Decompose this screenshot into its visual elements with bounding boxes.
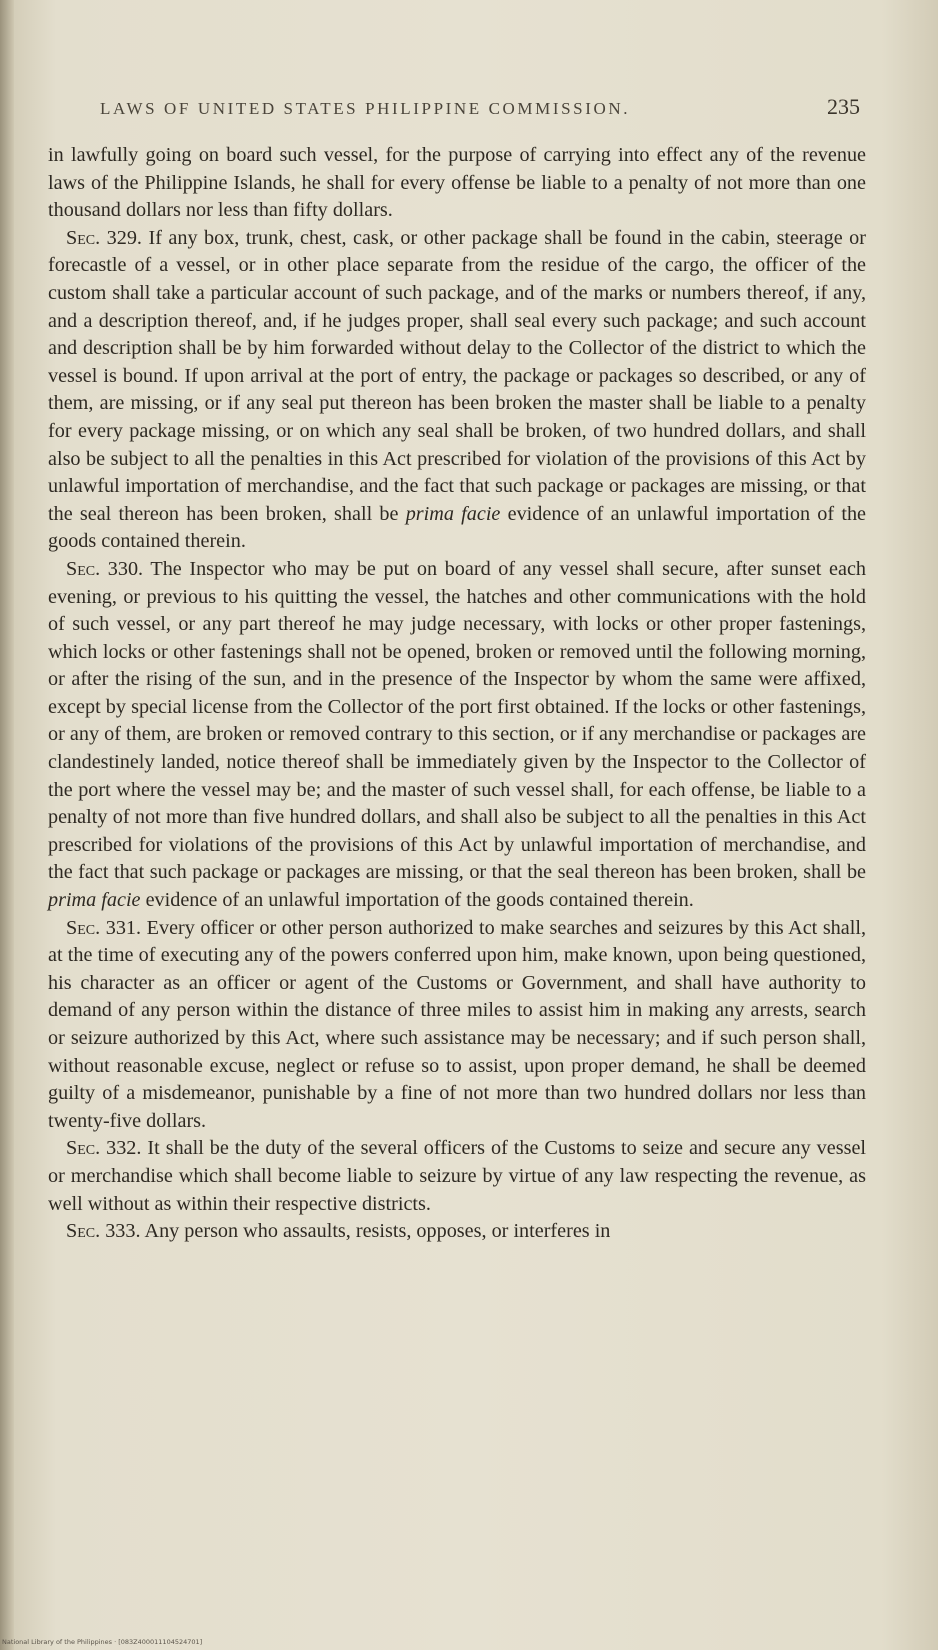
section-number: Sec. 333.: [66, 1220, 141, 1243]
section-331: [48, 915, 866, 1136]
section-number: Sec. 332.: [66, 1137, 142, 1160]
paragraph-text: If any box, trunk, chest, cask, or other package shall be found in the cabin, steerage or forecastle of a vessel, or in other place separate from the residue of the cargo, the officer of the custom shall take a particular account of such package, and of the marks or numbers thereof, if any, and a description thereof, and, if he judges proper, shall seal every such package; and such account and description shall be by him forwarded without delay to the Collector of the district to which the vessel is bound. If upon arrival at the port of entry, the package or packages so described, or any of them, are missing, or if any seal put thereon has been broken the master shall be liable to a penalty for every package missing, or on which any seal shall be broken, of two hundred dollars, and shall also be subject to all the penalties in this Act prescribed for violation of the provisions of this Act by unlawful importation of merchandise, and the fact that such package or packages are missing, or that the seal thereon has been broken, shall be: [48, 226, 866, 525]
section-number: Sec. 331.: [66, 916, 142, 939]
italic-phrase: prima facie: [405, 502, 501, 525]
page-number: 235: [827, 94, 860, 119]
scan-credit: National Library of the Philippines · [083Z400011104524701]: [2, 1638, 203, 1646]
binding-gutter: [0, 0, 14, 1650]
paragraph-text: It shall be the duty of the several officers of the Customs to seize and secure any vessel or merchandise which shall become liable to seizure by virtue of any law respecting the revenue, as well without as within their respective districts.: [48, 1137, 867, 1215]
page-body: [48, 142, 866, 1246]
paragraph-text-after: evidence of an unlawful importation of the goods contained therein.: [145, 889, 694, 912]
page-header: [100, 94, 860, 120]
section-329: [48, 225, 866, 556]
paragraph-text: Any person who assaults, resists, opposes, or interferes in: [144, 1220, 611, 1243]
paragraph-text: Every officer or other person authorized to make searches and seizures by this Act shall, at the time of executing any of the powers conferred upon him, make known, upon being questioned, his character as an officer or agent of the Customs or Government, and shall have authority to demand of any person within the distance of three miles to assist him in making any arrests, search or seizure authorized by this Act, where such assistance may be necessary; and if such person shall, without reasonable excuse, neglect or refuse so to assist, upon proper demand, he shall be deemed guilty of a misdemeanor, punishable by a fine of not more than two hundred dollars nor less than twenty-five dollars.: [48, 916, 866, 1132]
section-number: Sec. 329.: [66, 226, 142, 249]
section-333: [48, 1218, 866, 1246]
paragraph-text-after: evidence of an unlawful importation of the goods contained therein.: [48, 502, 867, 553]
italic-phrase: prima facie: [48, 889, 141, 912]
running-head: LAWS OF UNITED STATES PHILIPPINE COMMISSION.: [100, 99, 631, 118]
paragraph-continuation: [48, 142, 866, 225]
section-number: Sec. 330.: [66, 557, 144, 580]
section-332: [48, 1135, 866, 1218]
paragraph-text: The Inspector who may be put on board of any vessel shall secure, after sunset each evening, or previous to his quitting the vessel, the hatches and other communications with the hold of such vessel, or any part thereof he may judge necessary, with locks or other proper fastenings, which locks or other fastenings shall not be opened, broken or removed until the following morning, or after the rising of the sun, and in the presence of the Inspector by whom the same were affixed, except by special license from the Collector of the port first obtained. If the locks or other fastenings, or any of them, are broken or removed contrary to this section, or if any merchandise or packages are clandestinely landed, notice thereof shall be immediately given by the Inspector to the Collector of the port where the vessel may be; and the master of such vessel shall, for each offense, be liable to a penalty of not more than five hundred dollars, and shall also be subject to all the penalties in this Act prescribed for violations of the provisions of this Act by unlawful importation of merchandise, and the fact that such package or packages are missing, or that the seal thereon has been broken, shall be: [48, 557, 866, 884]
section-330: [48, 556, 866, 915]
paragraph-text: in lawfully going on board such vessel, for the purpose of carrying into effect any of the revenue laws of the Philippine Islands, he shall for every offense be liable to a penalty of not more than one thousand dollars nor less than fifty dollars.: [48, 144, 866, 222]
